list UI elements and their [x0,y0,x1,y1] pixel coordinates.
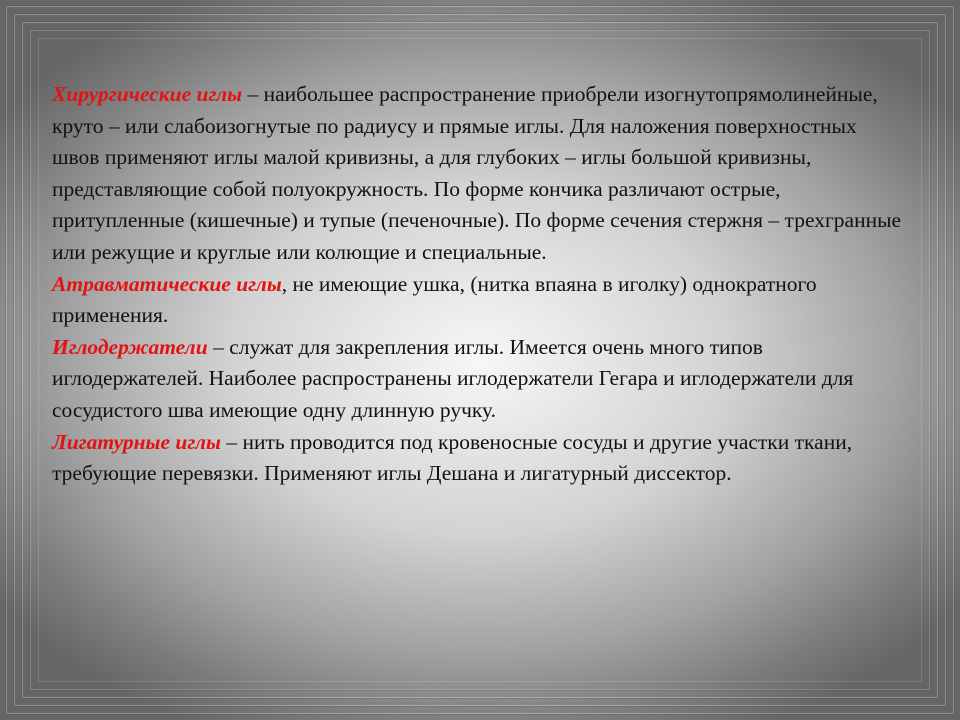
term-needle-holders: Иглодержатели [52,334,208,359]
paragraph-surgical-needles [52,79,902,269]
term-atraumatic-needles: Атравматические иглы [52,271,282,296]
term-ligature-needles: Лигатурные иглы [52,429,221,454]
term-surgical-needles: Хирургические иглы [52,82,243,106]
paragraph-text: – служат для закрепления иглы. Имеется очень много типов иглодержателей. Наиболее распространены иглодержатели Гегара и иглодержатели для сосудистого шва имеющие одну длинную ручку. [52,334,854,422]
slide-text-body [52,79,902,490]
paragraph-needle-holders [52,332,902,427]
paragraph-ligature-needles [52,427,902,490]
paragraph-atraumatic-needles [52,269,902,332]
paragraph-text: , не имеющие ушка, (нитка впаяна в иголку) однократного применения. [52,271,817,328]
paragraph-text: – наибольшее распространение приобрели изогнутопрямолинейные, круто – или слабоизогнутые по радиусу и прямые иглы. Для наложения поверхностных швов применяют иглы малой кривизны, а для глубоких – иглы большой кривизны, представляющие собой полуокружность. По форме кончика различают острые, притупленные (кишечные) и тупые (печеночные). По форме сечения стержня – трехгранные или режущие и круглые или колющие и специальные. [52,82,902,264]
paragraph-text: – нить проводится под кровеносные сосуды и другие участки ткани, требующие перевязки. Применяют иглы Дешана и лигатурный диссектор. [52,429,853,486]
